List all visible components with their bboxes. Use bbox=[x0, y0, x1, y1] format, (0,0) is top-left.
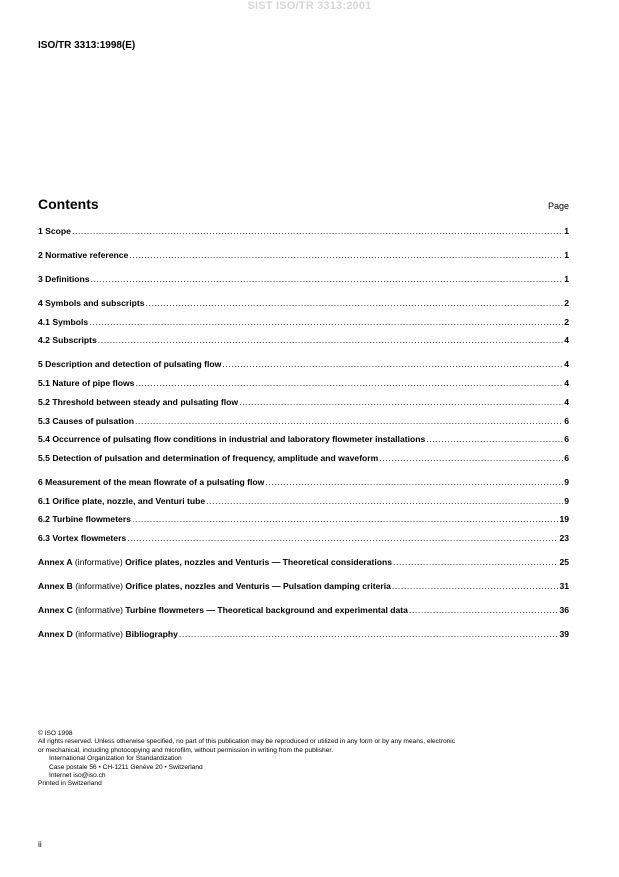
rights-statement-continued: or mechanical, including photocopying and microfilm, without permission in writing from the publisher. bbox=[38, 746, 334, 754]
copyright-block bbox=[38, 730, 578, 789]
toc-page-number: 4 bbox=[564, 397, 569, 407]
organization-internet: Internet iso@iso.ch bbox=[49, 772, 106, 780]
toc-annex-note: (informative) bbox=[72, 581, 126, 591]
toc-entry-text bbox=[38, 453, 378, 464]
toc-page-number: 1 bbox=[564, 274, 569, 284]
contents-title: Contents bbox=[38, 196, 99, 212]
toc-leader-dots bbox=[89, 317, 563, 328]
toc-page-number: 6 bbox=[564, 416, 569, 426]
toc-leader-dots bbox=[129, 250, 563, 261]
toc-entry-text bbox=[38, 533, 126, 544]
document-id: ISO/TR 3313:1998(E) bbox=[38, 40, 136, 51]
toc-entry-text bbox=[38, 514, 131, 525]
copyright-line: © ISO 1998 bbox=[38, 730, 73, 737]
toc-entry-title: 1 Scope bbox=[38, 226, 71, 236]
printed-location: Printed in Switzerland bbox=[38, 780, 102, 788]
rights-statement: All rights reserved. Unless otherwise specified, no part of this publication may be reproduced or utilized in any form or by any means, electronic bbox=[38, 738, 456, 746]
toc-leader-dots bbox=[392, 581, 559, 592]
toc-entry-title: Orifice plates, nozzles and Venturis — Theoretical considerations bbox=[125, 557, 393, 567]
toc-entry[interactable] bbox=[38, 629, 569, 640]
toc-leader-dots bbox=[393, 557, 558, 568]
toc-leader-dots bbox=[91, 274, 564, 285]
toc-annex-note: (informative) bbox=[72, 605, 126, 615]
toc-entry-text bbox=[38, 317, 88, 328]
toc-annex-label: Annex B bbox=[38, 581, 73, 591]
toc-entry[interactable] bbox=[38, 605, 569, 616]
toc-leader-dots bbox=[179, 629, 559, 640]
toc-page-number: 36 bbox=[559, 605, 569, 615]
toc-page-number: 6 bbox=[564, 453, 569, 463]
toc-page-number: 23 bbox=[559, 533, 569, 543]
toc-entry[interactable] bbox=[38, 581, 569, 592]
toc-leader-dots bbox=[127, 533, 558, 544]
toc-entry-text bbox=[38, 378, 134, 389]
toc-entry-text bbox=[38, 496, 205, 507]
toc-entry-title: 5.5 Detection of pulsation and determination of frequency, amplitude and waveform bbox=[38, 453, 379, 463]
toc-leader-dots bbox=[98, 335, 563, 346]
page-column-label: Page bbox=[547, 201, 569, 211]
toc-entry-title: 2 Normative reference bbox=[38, 250, 129, 260]
toc-page-number: 39 bbox=[559, 629, 569, 639]
toc-entry-title: Orifice plates, nozzles and Venturis — Pulsation damping criteria bbox=[125, 581, 391, 591]
toc-entry-text bbox=[38, 226, 71, 237]
toc-entry-title: 6 Measurement of the mean flowrate of a pulsating flow bbox=[38, 477, 265, 487]
toc-page-number: 4 bbox=[564, 359, 569, 369]
toc-leader-dots bbox=[426, 434, 563, 445]
toc-entry-text bbox=[38, 477, 264, 488]
toc-entry[interactable] bbox=[38, 274, 569, 285]
toc-entry-title: 3 Definitions bbox=[38, 274, 90, 284]
toc-page-number: 1 bbox=[564, 226, 569, 236]
toc-page-number: 6 bbox=[564, 434, 569, 444]
toc-page-number: 19 bbox=[559, 514, 569, 524]
toc-entry-title: 6.2 Turbine flowmeters bbox=[38, 514, 131, 524]
toc-annex-label: Annex C bbox=[38, 605, 73, 615]
toc-entry[interactable] bbox=[38, 434, 569, 445]
toc-entry[interactable] bbox=[38, 298, 569, 309]
toc-leader-dots bbox=[135, 378, 563, 389]
toc-page-number: 4 bbox=[564, 378, 569, 388]
toc-leader-dots bbox=[239, 397, 563, 408]
toc-entry-title: 5.4 Occurrence of pulsating flow conditions in industrial and laboratory flowmeter installations bbox=[38, 434, 426, 444]
toc-leader-dots bbox=[135, 416, 563, 427]
toc-entry[interactable] bbox=[38, 514, 569, 525]
toc-entry-title: 4 Symbols and subscripts bbox=[38, 298, 145, 308]
toc-page-number: 31 bbox=[559, 581, 569, 591]
toc-entry-text bbox=[38, 250, 128, 261]
organization-address: Case postale 56 • CH-1211 Genève 20 • Switzerland bbox=[49, 763, 203, 771]
toc-entry-title: Bibliography bbox=[125, 629, 178, 639]
toc-leader-dots bbox=[409, 605, 559, 616]
toc-entry-text bbox=[38, 557, 392, 568]
toc-leader-dots bbox=[206, 496, 563, 507]
toc-entry[interactable] bbox=[38, 477, 569, 488]
toc-annex-label: Annex A bbox=[38, 557, 73, 567]
toc-entry-text bbox=[38, 359, 221, 370]
organization-name: International Organization for Standardization bbox=[49, 755, 182, 763]
watermark: SIST ISO/TR 3313:2001 bbox=[247, 0, 372, 12]
toc-annex-note: (informative) bbox=[72, 629, 126, 639]
toc-entry[interactable] bbox=[38, 557, 569, 568]
toc-entry[interactable] bbox=[38, 317, 569, 328]
toc-leader-dots bbox=[222, 359, 563, 370]
toc-entry-text bbox=[38, 581, 391, 592]
toc-leader-dots bbox=[132, 514, 558, 525]
toc-entry[interactable] bbox=[38, 496, 569, 507]
toc-entry-title: Turbine flowmeters — Theoretical background and experimental data bbox=[125, 605, 408, 615]
toc-entry[interactable] bbox=[38, 397, 569, 408]
toc-page-number: 4 bbox=[564, 335, 569, 345]
toc-entry-text bbox=[38, 397, 238, 408]
toc-page-number: 1 bbox=[564, 250, 569, 260]
toc-leader-dots bbox=[265, 477, 563, 488]
toc-entry-title: 5.1 Nature of pipe flows bbox=[38, 378, 135, 388]
toc-entry[interactable] bbox=[38, 226, 569, 237]
toc-entry-title: 5.2 Threshold between steady and pulsating flow bbox=[38, 397, 239, 407]
toc-entry[interactable] bbox=[38, 378, 569, 389]
toc-page-number: 25 bbox=[559, 557, 569, 567]
toc-entry-title: 5 Description and detection of pulsating flow bbox=[38, 359, 222, 369]
toc-entry[interactable] bbox=[38, 453, 569, 464]
toc-entry[interactable] bbox=[38, 533, 569, 544]
toc-entry-title: 6.1 Orifice plate, nozzle, and Venturi tube bbox=[38, 496, 206, 506]
toc-entry-text bbox=[38, 274, 90, 285]
toc-entry-text bbox=[38, 335, 97, 346]
toc-entry-text bbox=[38, 605, 408, 616]
toc-page-number: 9 bbox=[564, 477, 569, 487]
toc-page-number: 2 bbox=[564, 317, 569, 327]
toc-entry-text bbox=[38, 416, 134, 427]
toc-entry[interactable] bbox=[38, 359, 569, 370]
toc-entry-text bbox=[38, 298, 145, 309]
toc-entry[interactable] bbox=[38, 335, 569, 346]
toc-entry-text bbox=[38, 629, 178, 640]
toc-leader-dots bbox=[379, 453, 563, 464]
toc-page-number: 2 bbox=[564, 298, 569, 308]
toc-annex-note: (informative) bbox=[72, 557, 126, 567]
toc-leader-dots bbox=[146, 298, 564, 309]
toc-leader-dots bbox=[72, 226, 563, 237]
toc-annex-label: Annex D bbox=[38, 629, 73, 639]
toc-entry-text bbox=[38, 434, 425, 445]
toc-entry-title: 4.1 Symbols bbox=[38, 317, 89, 327]
toc-entry-title: 4.2 Subscripts bbox=[38, 335, 97, 345]
toc-page-number: 9 bbox=[564, 496, 569, 506]
toc-entry[interactable] bbox=[38, 250, 569, 261]
page-number: ii bbox=[38, 839, 42, 849]
toc-entry-title: 5.3 Causes of pulsation bbox=[38, 416, 134, 426]
toc-entry[interactable] bbox=[38, 416, 569, 427]
toc-entry-title: 6.3 Vortex flowmeters bbox=[38, 533, 127, 543]
